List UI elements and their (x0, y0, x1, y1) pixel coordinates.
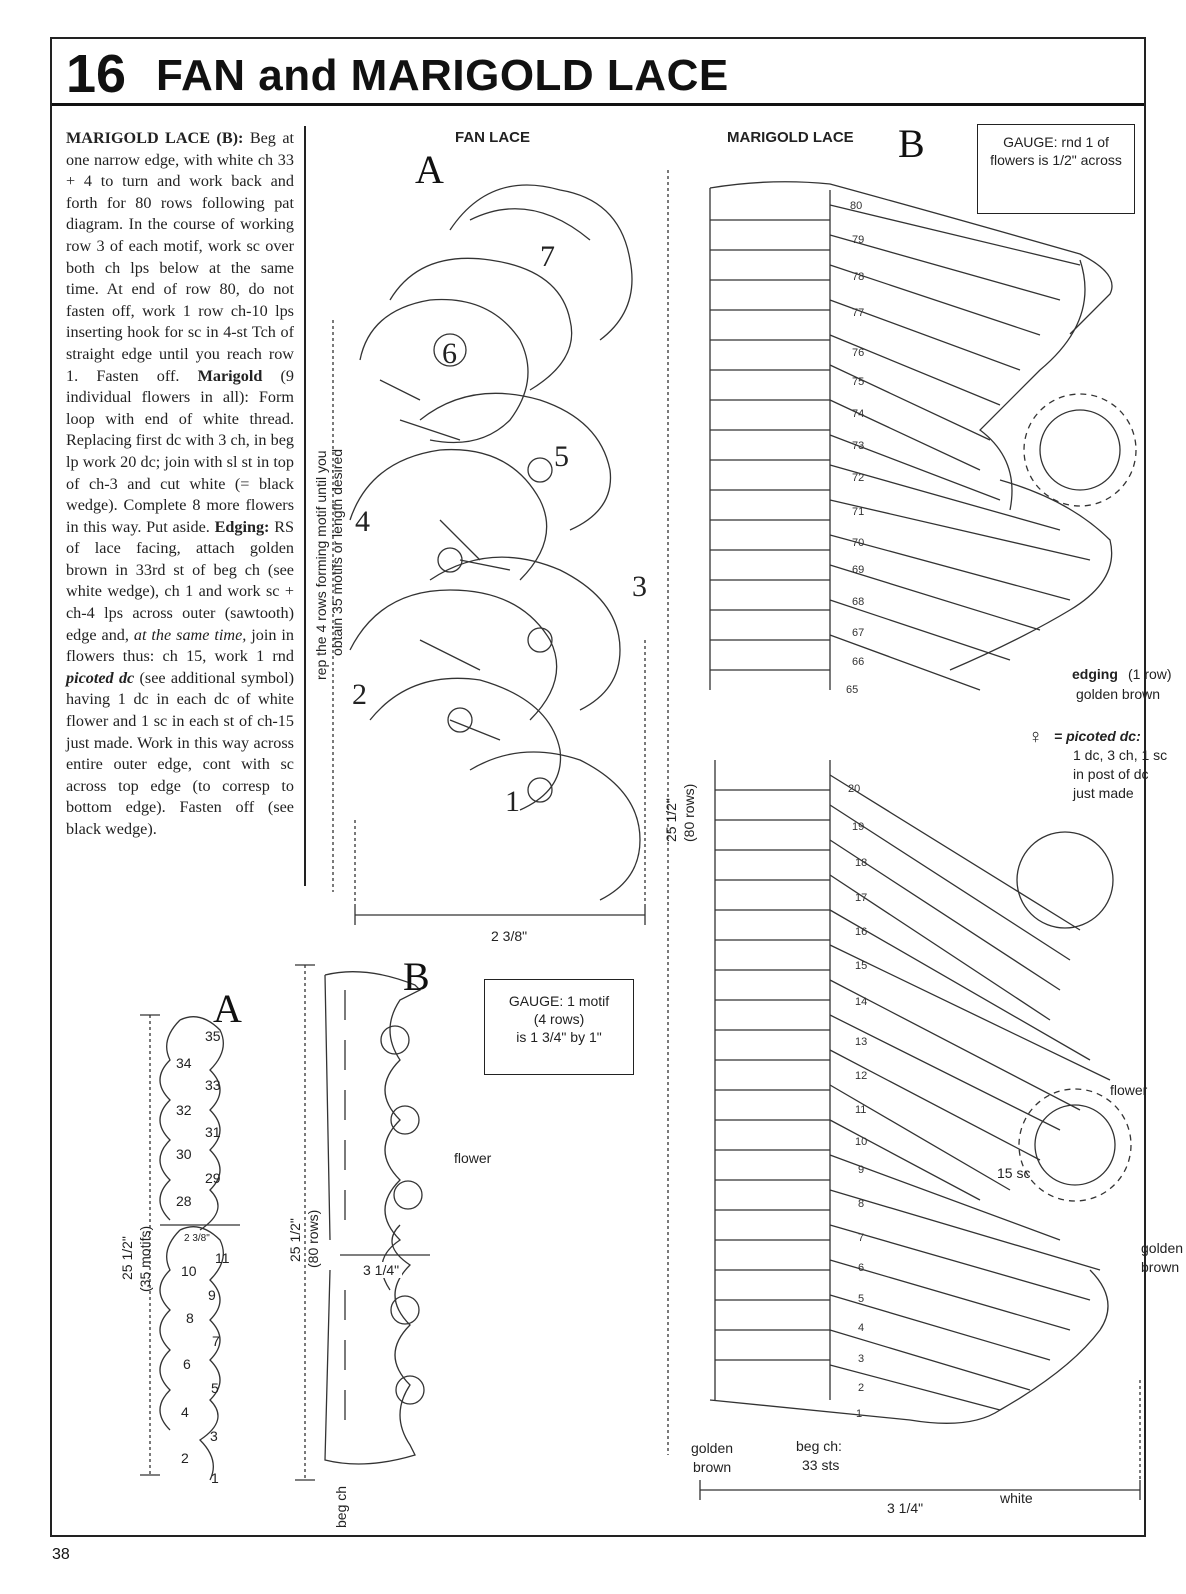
row-number: 11 (855, 1104, 867, 1116)
pattern-number: 16 (66, 44, 127, 104)
edging-color: golden brown (1076, 686, 1161, 702)
schematic-b-beg-ch: beg ch (333, 1485, 349, 1528)
row-number: 19 (852, 821, 865, 833)
row-number: 15 (855, 960, 868, 972)
motif-number-6: 6 (442, 337, 457, 370)
row-number: 68 (852, 596, 865, 608)
gauge-line-3: is 1 3/4" by 1" (516, 1029, 602, 1045)
row-number: 74 (852, 408, 865, 420)
motif-number-3: 3 (632, 570, 647, 603)
row-number: 5 (858, 1293, 865, 1305)
repeat-note-line1: rep the 4 rows forming motif until you (313, 450, 329, 680)
row-number: 7 (858, 1232, 865, 1244)
row-number: 1 (856, 1408, 863, 1420)
motif-number-5: 5 (554, 440, 569, 473)
marigold-length-rows: (80 rows) (681, 783, 697, 842)
picoted-desc-2: in post of dc (1073, 766, 1149, 782)
schematic-motif: 11 (215, 1250, 230, 1266)
schematic-a-width: 2 3/8" (184, 1233, 210, 1244)
edging-rows: (1 row) (1128, 666, 1172, 682)
edging-label: edging (1072, 666, 1118, 682)
instructions-p3a: RS of lace facing, attach golden brown in 33rd st of beg ch (see white wedge), ch 1 and work sc + ch-4 lps across outer (sawtooth) edge and, (66, 517, 295, 644)
row-number: 75 (852, 376, 865, 388)
page-number: 38 (52, 1546, 70, 1563)
row-number: 76 (852, 347, 865, 359)
page-title: FAN and MARIGOLD LACE (156, 51, 729, 100)
picoted-label: = picoted dc: (1054, 728, 1141, 744)
schematic-motif: 1 (211, 1470, 219, 1486)
beg-ch-sts: 33 sts (802, 1457, 840, 1473)
fan-lace-width: 2 3/8" (488, 928, 530, 944)
row-number: 79 (852, 234, 865, 246)
picoted-dc-symbol-icon: ♀ (1028, 726, 1043, 748)
row-number: 18 (855, 857, 868, 869)
picoted-dc-term: picoted dc (66, 668, 135, 687)
row-number: 14 (855, 996, 868, 1008)
schematic-b-width: 3 1/4" (360, 1262, 402, 1278)
instructions-p3b: join in flowers thus: ch 15, work 1 rnd (66, 625, 294, 666)
row-number: 6 (858, 1262, 865, 1274)
row-number: 69 (852, 564, 865, 576)
schematic-motif: 28 (176, 1193, 192, 1209)
schematic-b-gauge-box (484, 979, 634, 1075)
golden-label-left: golden (691, 1440, 734, 1456)
schematic-motif: 30 (176, 1146, 192, 1162)
fan-lace-header: FAN LACE (455, 129, 530, 146)
motif-number-4: 4 (355, 505, 370, 538)
marigold-lace-letter: B (898, 121, 925, 166)
schematic-motif: 33 (205, 1077, 221, 1093)
instructions-heading: MARIGOLD LACE (B): (66, 129, 244, 147)
row-number: 71 (852, 506, 865, 518)
row-number: 77 (852, 307, 865, 319)
schematic-motif: 7 (212, 1333, 220, 1349)
schematic-b-length-sub: (80 rows) (305, 1209, 321, 1268)
golden-label-right: golden (1141, 1240, 1184, 1256)
schematic-motif: 9 (208, 1287, 216, 1303)
row-number: 12 (855, 1070, 868, 1082)
motif-number-7: 7 (540, 240, 555, 273)
marigold-heading: Marigold (197, 366, 263, 385)
row-number: 4 (858, 1322, 865, 1334)
marigold-lace-header: MARIGOLD LACE (727, 129, 854, 146)
row-number: 67 (852, 627, 865, 639)
row-number: 73 (852, 440, 865, 452)
marigold-gauge-box: GAUGE: rnd 1 of flowers is 1/2" across (977, 124, 1135, 214)
row-number: 17 (855, 892, 868, 904)
white-label: white (1000, 1490, 1033, 1506)
schematic-a-drawing (140, 1015, 240, 1480)
row-number: 70 (852, 537, 865, 549)
row-number: 66 (852, 656, 865, 668)
schematic-a-letter: A (213, 986, 242, 1031)
fifteen-sc-label: 15 sc (997, 1165, 1031, 1181)
edging-heading: Edging: (214, 517, 270, 536)
schematic-motif: 34 (176, 1055, 192, 1071)
row-number: 13 (855, 1036, 868, 1048)
schematic-motif: 3 (210, 1428, 218, 1444)
picoted-desc-1: 1 dc, 3 ch, 1 sc (1073, 747, 1168, 763)
schematic-motif: 31 (205, 1124, 221, 1140)
schematic-a-length: 25 1/2" (119, 1236, 135, 1280)
schematic-motif: 35 (205, 1028, 221, 1044)
marigold-width: 3 1/4" (884, 1500, 926, 1516)
gauge-line-2: (4 rows) (533, 1011, 585, 1027)
row-number: 78 (852, 271, 865, 283)
instructions-p1: Beg at one narrow edge, with white ch 33 + 4 to turn and work back and forth for 80 rows following pat diagram. In the course of working row 3 of each motif, work sc over both ch lps below at the same time. At end of row 80, do not fasten off, work 1 row ch-10 lps inserting hook for sc in 4-st Tch of straight edge until you reach row 1. Fasten off. (66, 129, 294, 385)
marigold-lace-chart-top (710, 182, 1136, 690)
gauge-line-1: GAUGE: 1 motif (508, 993, 610, 1009)
schematic-motif: 10 (181, 1263, 197, 1279)
instructions-italic: at the same time, (133, 625, 247, 644)
schematic-motif: 8 (186, 1310, 194, 1326)
schematic-motif: 2 (181, 1450, 189, 1466)
instructions-p2: (9 individual flowers in all): Form loop with end of white thread. Replacing first dc with 3 ch, in beg lp work 20 dc; join with sl st in top of ch-3 and cut white (= black wedge). Complete 8 more flowers in this way. Put aside. (66, 366, 295, 536)
motif-number-1: 1 (505, 785, 520, 818)
marigold-length: 25 1/2" (663, 798, 679, 842)
schematic-motif: 5 (211, 1380, 219, 1396)
row-number: 9 (858, 1164, 865, 1176)
row-number: 65 (846, 684, 859, 696)
row-number: 3 (858, 1353, 865, 1365)
picoted-desc-3: just made (1073, 785, 1134, 801)
schematic-b-letter: B (403, 954, 430, 999)
schematic-motif: 6 (183, 1356, 191, 1372)
row-number: 10 (855, 1136, 868, 1148)
schematic-motif: 4 (181, 1404, 189, 1420)
brown-label-right: brown (1141, 1259, 1180, 1275)
beg-ch-label: beg ch: (796, 1438, 842, 1454)
row-number: 8 (858, 1198, 865, 1210)
fan-lace-chart (350, 185, 640, 900)
row-number: 72 (852, 472, 865, 484)
schematic-motif: 32 (176, 1102, 192, 1118)
schematic-a-length-sub: (35 motifs) (137, 1225, 153, 1292)
row-number: 16 (855, 926, 868, 938)
motif-number-2: 2 (352, 678, 367, 711)
schematic-motif: 29 (205, 1170, 221, 1186)
row-number: 20 (848, 783, 861, 795)
flower-label: flower (1110, 1082, 1148, 1098)
marigold-lace-chart-bottom (710, 760, 1131, 1423)
schematic-b-flower-label: flower (454, 1150, 492, 1166)
schematic-b-length: 25 1/2" (287, 1218, 303, 1262)
row-number: 80 (850, 200, 863, 212)
repeat-note-line2: obtain 35 motifs or length desired (329, 448, 345, 656)
brown-label-left: brown (693, 1459, 732, 1475)
row-number: 2 (858, 1382, 865, 1394)
fan-lace-letter: A (415, 147, 444, 192)
instructions-p3c: (see additional symbol) having 1 dc in each dc of white flower and 1 sc in each st of ch-15 just made. Work in this way across entire outer edge, cont with sc across top edge (to corresp to bottom edge). Fasten off (see black wedge). (66, 668, 295, 838)
